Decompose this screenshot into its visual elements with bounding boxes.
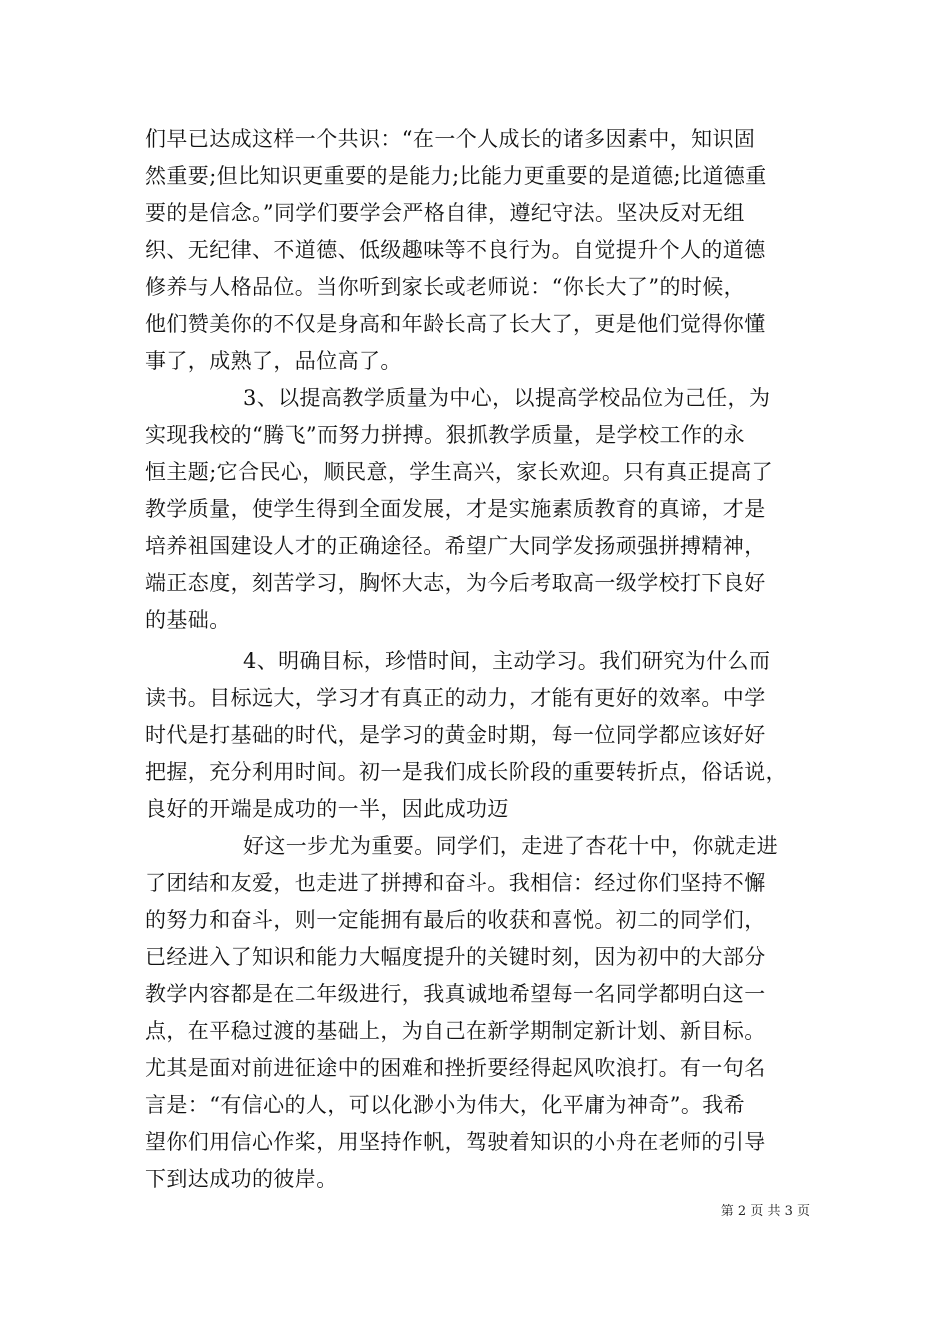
text-line: 的努力和奋斗，则一定能拥有最后的收获和喜悦。初二的同学们， [145, 908, 766, 932]
text-line: 已经进入了知识和能力大幅度提升的关键时刻，因为初中的大部分 [145, 945, 766, 969]
text-line: 们早已达成这样一个共识：“在一个人成长的诸多因素中，知识固 [145, 127, 756, 151]
text-line: 教学质量，使学生得到全面发展，才是实施素质教育的真谛，才是 [145, 497, 766, 521]
page-number-footer: 第 2 页 共 3 页 [720, 1204, 810, 1219]
text-line: 良好的开端是成功的一半，因此成功迈 [145, 797, 509, 821]
paragraph-3-start: 3、以提高教学质量为中心，以提高学校品位为己任，为 [243, 386, 771, 410]
text-line: 修养与人格品位。当你听到家长或老师说：“你长大了”的时候， [145, 275, 746, 299]
paragraph-5-start: 好这一步尤为重要。同学们，走进了杏花十中，你就走进 [243, 834, 778, 858]
text-line: 下到达成功的彼岸。 [145, 1167, 338, 1191]
text-line: 培养祖国建设人才的正确途径。希望广大同学发扬顽强拼搏精神， [145, 534, 766, 558]
text-line: 把握，充分利用时间。初一是我们成长阶段的重要转折点，俗话说， [145, 760, 787, 784]
text-line: 实现我校的“腾飞”而努力拼搏。狠抓教学质量，是学校工作的永 [145, 423, 746, 447]
text-line: 尤其是面对前进征途中的困难和挫折要经得起风吹浪打。有一句名 [145, 1056, 766, 1080]
text-line: 的基础。 [145, 608, 231, 632]
text-line: 他们赞美你的不仅是身高和年龄长高了长大了，更是他们觉得你懂 [145, 312, 766, 336]
paragraph-4-start: 4、明确目标，珍惜时间，主动学习。我们研究为什么而 [243, 649, 771, 673]
text-line: 要的是信念。”同学们要学会严格自律，遵纪守法。坚决反对无组 [145, 201, 745, 225]
text-line: 教学内容都是在二年级进行，我真诚地希望每一名同学都明白这一 [145, 982, 766, 1006]
text-line: 事了，成熟了，品位高了。 [145, 349, 402, 373]
text-line: 了团结和友爱，也走进了拼搏和奋斗。我相信：经过你们坚持不懈 [145, 871, 766, 895]
text-line: 织、无纪律、不道德、低级趣味等不良行为。自觉提升个人的道德 [145, 238, 766, 262]
text-line: 时代是打基础的时代，是学习的黄金时期，每一位同学都应该好好 [145, 723, 766, 747]
text-line: 望你们用信心作桨，用坚持作帆，驾驶着知识的小舟在老师的引导 [145, 1130, 766, 1154]
text-line: 然重要;但比知识更重要的是能力;比能力更重要的是道德;比道德重 [145, 164, 767, 188]
text-line: 恒主题;它合民心，顺民意，学生高兴，家长欢迎。只有真正提高了 [145, 460, 774, 484]
text-line: 端正态度，刻苦学习，胸怀大志，为今后考取高一级学校打下良好 [145, 571, 766, 595]
text-line: 言是：“有信心的人，可以化渺小为伟大，化平庸为神奇”。我希 [145, 1093, 746, 1117]
text-line: 点，在平稳过渡的基础上，为自己在新学期制定新计划、新目标。 [145, 1019, 766, 1043]
text-line: 读书。目标远大，学习才有真正的动力，才能有更好的效率。中学 [145, 686, 766, 710]
